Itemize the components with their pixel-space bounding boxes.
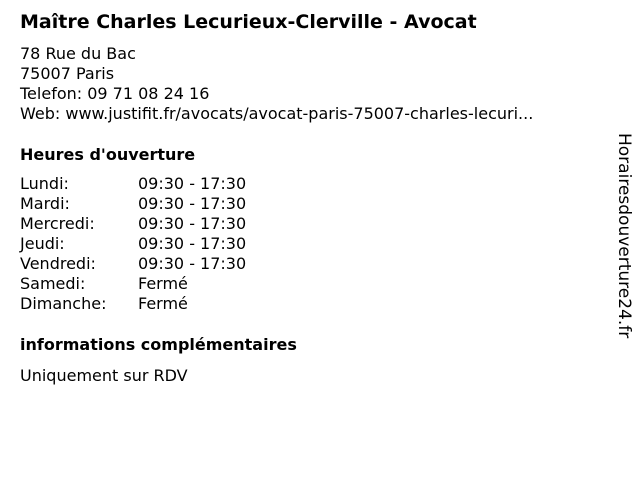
- address-city: 75007 Paris: [20, 64, 115, 83]
- day-label: Jeudi:: [20, 234, 65, 253]
- day-hours: 09:30 - 17:30: [138, 254, 247, 273]
- hours-row-wednesday: [20, 214, 280, 234]
- opening-hours-table: [20, 174, 280, 314]
- day-hours: 09:30 - 17:30: [138, 194, 247, 213]
- additional-info-heading: informations complémentaires: [20, 335, 297, 354]
- phone-number: Telefon: 09 71 08 24 16: [20, 84, 210, 103]
- hours-row-thursday: [20, 234, 280, 254]
- day-label: Mardi:: [20, 194, 70, 213]
- day-hours: 09:30 - 17:30: [138, 174, 247, 193]
- hours-row-tuesday: [20, 194, 280, 214]
- day-hours: 09:30 - 17:30: [138, 214, 247, 233]
- day-hours: Fermé: [138, 274, 188, 293]
- hours-row-sunday: [20, 294, 280, 314]
- day-label: Lundi:: [20, 174, 69, 193]
- business-title: Maître Charles Lecurieux-Clerville - Avocat: [20, 11, 477, 33]
- day-label: Dimanche:: [20, 294, 107, 313]
- day-hours: Fermé: [138, 294, 188, 313]
- day-label: Mercredi:: [20, 214, 95, 233]
- day-label: Vendredi:: [20, 254, 96, 273]
- hours-row-friday: [20, 254, 280, 274]
- day-label: Samedi:: [20, 274, 86, 293]
- address-street: 78 Rue du Bac: [20, 44, 136, 63]
- additional-info-text: Uniquement sur RDV: [20, 366, 188, 385]
- opening-hours-heading: Heures d'ouverture: [20, 145, 196, 164]
- website-link[interactable]: Web: www.justifit.fr/avocats/avocat-paris-75007-charles-lecuri...: [20, 104, 534, 123]
- hours-row-saturday: [20, 274, 280, 294]
- contact-block: [20, 44, 533, 124]
- day-hours: 09:30 - 17:30: [138, 234, 247, 253]
- watermark-text: Horairesdouverture24.fr: [614, 133, 634, 339]
- site-watermark: [612, 133, 636, 343]
- hours-row-monday: [20, 174, 280, 194]
